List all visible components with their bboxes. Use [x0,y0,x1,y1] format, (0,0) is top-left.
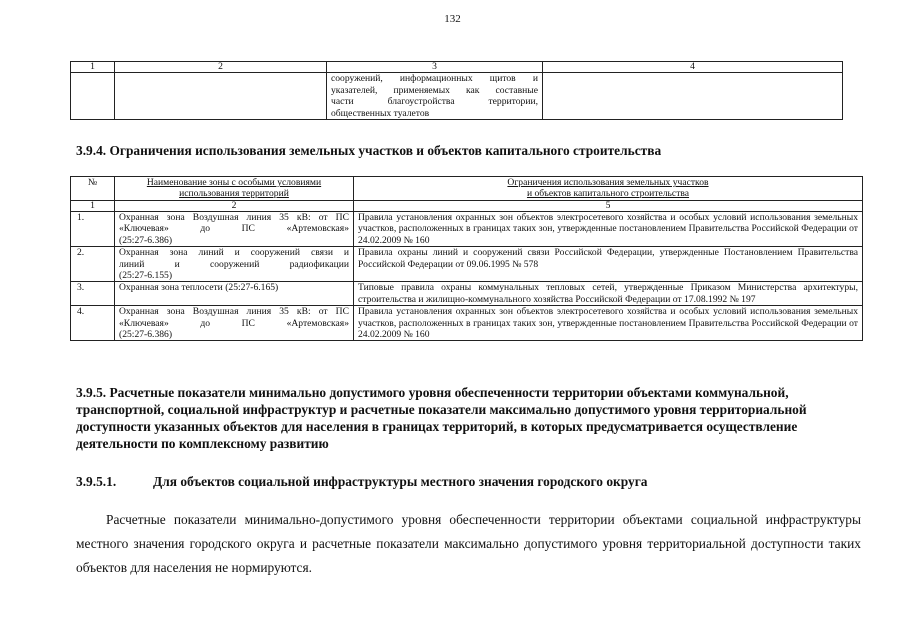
section-heading: 3.9.4. Ограничения использования земельных участков и объектов капитального строительства [76,143,662,158]
table-cell [543,73,843,120]
header-cell [354,177,863,201]
table-row [71,247,863,282]
continuation-table [70,61,843,120]
cell-line: Охранная зона линий и сооружений связи и [119,247,349,259]
restriction-cell: Правила установления охранных зон объектов электросетевого хозяйства и особых условий использования земельных участков, расположенных в границах таких зон, утвержденные постановлением Правительства Российской Федерации от 24.02.2009 № 160 [354,306,863,341]
header-cell [71,177,115,201]
header-label: и объектов капитального строительства [526,187,690,199]
cell-line: Охранная зона Воздушная линия 35 кВ: от ПС [119,306,349,318]
cell-line: Охранная зона теплосети (25:27-6.165) [119,282,279,294]
table-row [71,73,843,120]
table-header-row [71,62,843,73]
section-heading: 3.9.5. Расчетные показатели минимально допустимого уровня обеспеченности территории объектами коммунальной, транспортной, социальной инфраструктур и расчетные показатели максимально допустимого уровня территориальной доступности указанных объектов для населения в границах территорий, в которых предусматривается осуществление деятельности по комплексному развитию [76,385,807,451]
row-number: 3. [71,282,115,306]
zone-name-cell [115,212,354,247]
page-number: 132 [444,13,461,25]
column-number: 1 [71,62,115,73]
row-number: 2. [71,247,115,282]
column-number: 2 [115,62,327,73]
zone-name-cell [115,306,354,341]
cell-line: части благоустройства территории, [331,96,538,108]
table-row [71,306,863,341]
zone-name-cell [115,247,354,282]
cell-line: (25:27-6.155) [119,270,173,282]
restrictions-table [70,176,863,341]
cell-line: (25:27-6.386) [119,234,173,246]
cell-line: Охранная зона Воздушная линия 35 кВ: от ПС [119,212,349,223]
cell-line: указателей, применяемых как составные [331,84,538,96]
table-cell [327,73,543,120]
cell-line: линий и сооружений радиофикации [119,258,349,270]
header-label: использования территорий [179,187,289,199]
column-number: 5 [354,201,863,212]
cell-line: сооружений, информационных щитов и [331,73,538,84]
table-cell [71,73,115,120]
subsection-heading: Для объектов социальной инфраструктуры местного значения городского округа [153,474,648,489]
column-number: 2 [115,201,354,212]
row-number: 4. [71,306,115,341]
header-cell [115,177,354,201]
header-label: Ограничения использования земельных участков [507,177,709,188]
header-label: № [87,177,98,188]
table-header-row [71,177,863,201]
cell-line: «Ключевая» до ПС «Артемовская» [119,317,349,329]
restriction-cell: Правила охраны линий и сооружений связи Российской Федерации, утвержденные Постановлением Правительства Российской Федерации от 09.06.1995 № 578 [354,247,863,282]
cell-line: (25:27-6.386) [119,329,173,341]
table-row [71,212,863,247]
subsection-number: 3.9.5.1. [76,474,117,489]
cell-line: «Ключевая» до ПС «Артемовская» [119,223,349,235]
column-number: 3 [327,62,543,73]
restriction-cell: Типовые правила охраны коммунальных тепловых сетей, утвержденные Приказом Министерства архитектуры, строительства и жилищно-коммунального хозяйства Российской Федерации от 17.08.1992 № 197 [354,282,863,306]
column-number: 4 [543,62,843,73]
zone-name-cell [115,282,354,306]
table-row [71,282,863,306]
row-number: 1. [71,212,115,247]
restriction-cell: Правила установления охранных зон объектов электросетевого хозяйства и особых условий использования земельных участков, расположенных в границах таких зон, утвержденные постановлением Правительства Российской Федерации от 24.02.2009 № 160 [354,212,863,247]
cell-line: общественных туалетов [331,107,430,119]
column-number: 1 [71,201,115,212]
body-paragraph: Расчетные показатели минимально-допустимого уровня обеспеченности территории объектами социальной инфраструктуры местного значения городского округа и расчетные показатели максимально допустимого уровня территориальной доступности таких объектов для населения не нормируются. [76,512,861,575]
column-number-row [71,201,863,212]
table-cell [115,73,327,120]
header-label: Наименование зоны с особыми условиями [146,177,322,188]
